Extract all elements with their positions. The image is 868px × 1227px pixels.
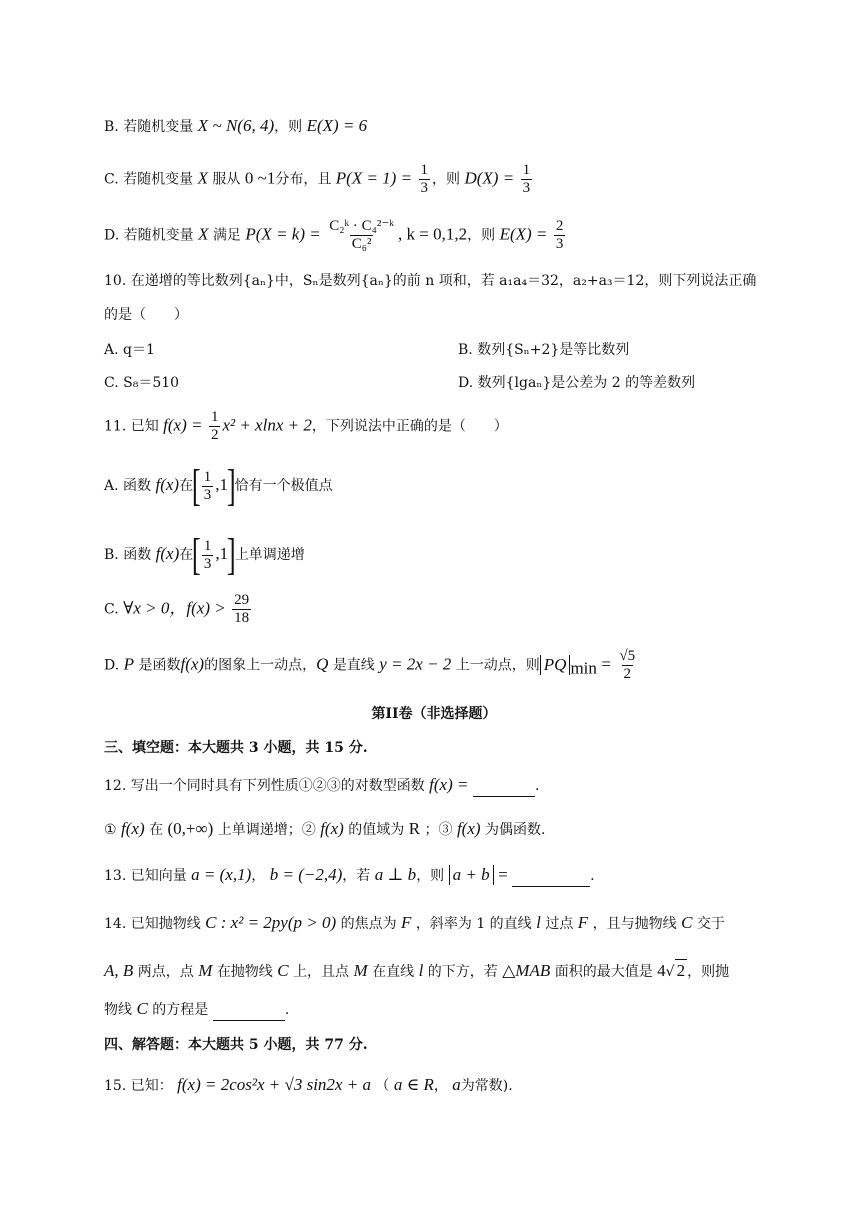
q11-option-c: C. ∀x > 0，f(x) > $\frac{29}{18}$ (104, 592, 250, 626)
q13-stem: 13. 已知向量 a = (x,1)， b = (−2,4)，若 a ⊥ b，则 a + b = . (104, 864, 595, 887)
q9-option-c: C. 若随机变量 X 服从 0 ~1分布，且 P(X = 1) = $\frac{1}{3}$ ，则 D(X) = $\frac{1}{3}$ (104, 162, 531, 196)
q11-option-b: B. 函数 f(x)在[ $\frac{1}{3}$ ,1]上单调递增 (104, 530, 305, 579)
q9-option-b: B. 若随机变量 X ~ N(6, 4)，则 E(X) = 6 (104, 116, 368, 135)
fraction: $\frac{1}{3}$ (420, 162, 429, 196)
q11-option-a: A. 函数 f(x)在[ $\frac{1}{3}$ ,1]恰有一个极值点 (104, 461, 333, 510)
q14-line2: A, B 两点，点 M 在抛物线 C 上，且点 M 在直线 l 的下方，若 △MAB 面积的最大值是 4√ 2 ，则抛 (104, 961, 730, 980)
q10-option-a: A. q＝1 (104, 342, 155, 358)
right-bracket: ] (226, 461, 236, 510)
q14-line1: 14. 已知抛物线 C : x² = 2py(p > 0) 的焦点为 F ，斜率为 1 的直线 l 过点 F ，且与抛物线 C 交于 (104, 913, 725, 932)
fraction: $\frac{1}{3}$ (203, 468, 212, 503)
left-bracket: [ (192, 530, 201, 579)
q10-stem-line2: 的是（ ） (104, 307, 188, 323)
q12-properties: ① f(x) 在 (0,+∞) 上单调递增；② f(x) 的值域为 R ；③ f(x) 为偶函数. (104, 819, 546, 838)
answer-blank (512, 871, 590, 887)
q9-option-d: D. 若随机变量 X 满足 P(X = k) = $\frac{\text{C₂ᵏ · C₄²⁻ᵏ}}{\text{C₆²}}$ , k = 0,1,2，则 E(X) = $\frac{2}{3}$ (104, 218, 564, 252)
q15-stem: 15. 已知： f(x) = 2cos²x + √3 sin2x + a （ a ∈ R， a为常数). (104, 1075, 513, 1094)
q11-stem: 11. 已知 f(x) = $\frac{1}{2}$ x² + xlnx + 2，下列说法中正确的是（ ） (104, 409, 508, 443)
answer-blank (213, 1005, 285, 1021)
fraction: $\frac{29}{18}$ (234, 592, 250, 626)
part-4-title: 四、解答题：本大题共 5 小题，共 77 分. (104, 1037, 368, 1053)
q10-option-d: D. 数列{lgaₙ}是公差为 2 的等差数列 (458, 375, 696, 391)
q11-option-d: D. P 是函数f(x)的图象上一动点，Q 是直线 y = 2x − 2 上一动点，则 PQ $_{min}$ = $\frac{√5}{2}$ (104, 648, 636, 682)
part-3-title: 三、填空题：本大题共 3 小题，共 15 分. (104, 740, 368, 756)
left-bracket: [ (191, 461, 201, 510)
fraction: $\frac{√5}{2}$ (619, 648, 636, 682)
fraction: $\frac{1}{3}$ (203, 537, 212, 572)
q10-stem-line1: 10. 在递增的等比数列{aₙ}中，Sₙ是数列{aₙ}的前 n 项和，若 a₁a₄＝32，a₂+a₃＝12，则下列说法正确 (104, 273, 757, 289)
q12-stem: 12. 写出一个同时具有下列性质①②③的对数型函数 f(x) = . (104, 774, 539, 797)
fraction: $\frac{1}{2}$ (210, 409, 219, 443)
fraction: $\frac{\text{C₂ᵏ · C₄²⁻ᵏ}}{\text{C₆²}}$ (329, 218, 395, 252)
section-2-title: 第II卷（非选择题） (371, 706, 497, 722)
q10-option-b: B. 数列{Sₙ+2}是等比数列 (458, 342, 630, 358)
q10-option-c: C. S₈＝510 (104, 375, 180, 391)
q14-line3: 物线 C 的方程是 . (104, 998, 289, 1021)
fraction: $\frac{2}{3}$ (555, 218, 564, 252)
answer-blank (473, 781, 535, 797)
right-bracket: ] (227, 530, 236, 579)
fraction: $\frac{1}{3}$ (522, 162, 531, 196)
